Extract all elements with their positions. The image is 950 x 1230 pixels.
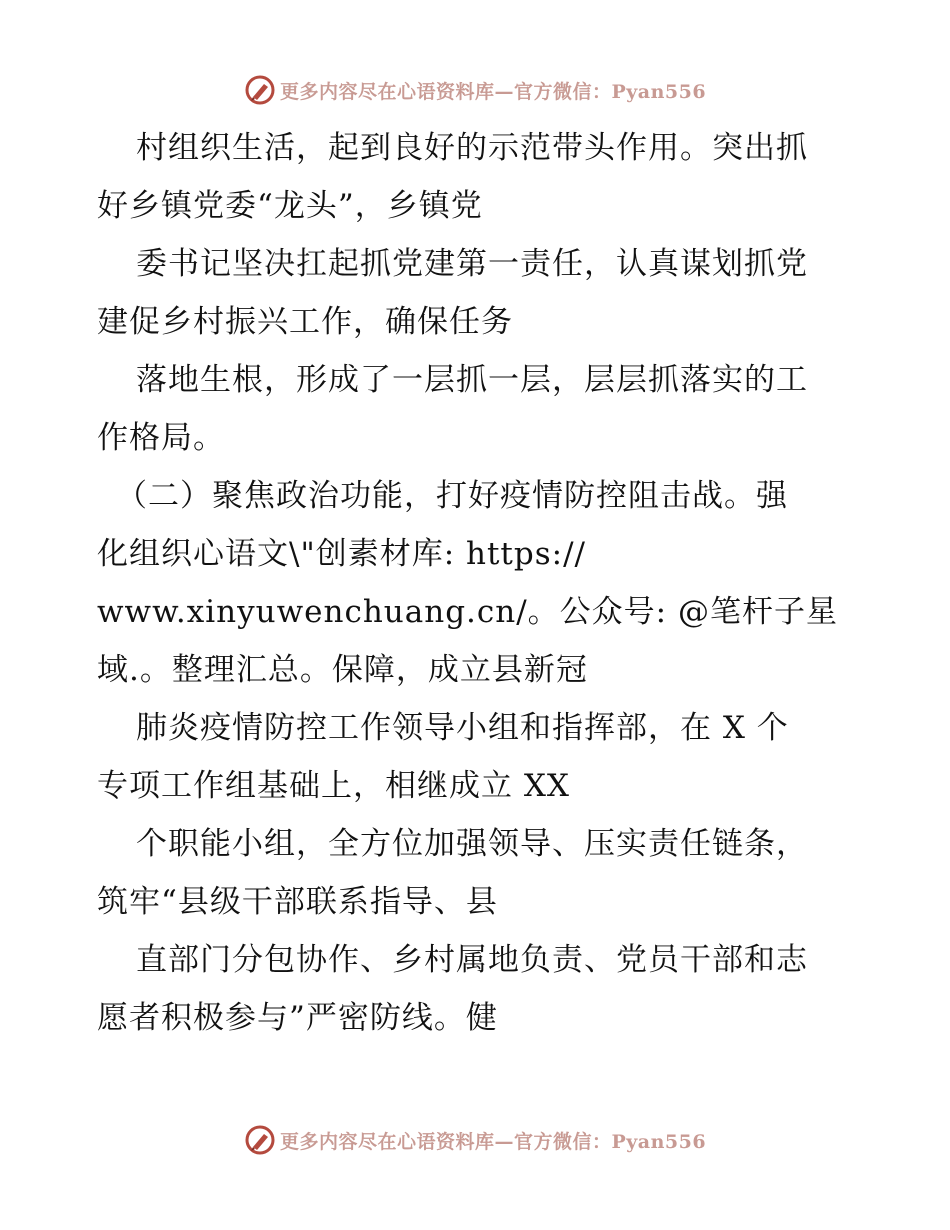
pen-logo-icon (244, 1124, 276, 1156)
text-line: 肺炎疫情防控工作领导小组和指挥部，在 X 个 (136, 710, 789, 746)
text-line: 个职能小组，全方位加强领导、压实责任链条， (136, 826, 808, 862)
text-line: www.xinyuwenchuang.cn/。公众号: @笔杆子星 (97, 594, 838, 630)
text-line: 专项工作组基础上，相继成立 XX (97, 768, 570, 804)
header-banner-text: 更多内容尽在心语资料库—官方微信：Pyan556 (279, 80, 707, 103)
text-line: 愿者积极参与”严密防线。健 (97, 1000, 498, 1036)
footer-banner (0, 1120, 950, 1160)
text-line: 筑牢“县级干部联系指导、县 (97, 884, 498, 920)
text-line: 化组织心语文\"创素材库: https:// (97, 536, 586, 572)
footer-banner-text: 更多内容尽在心语资料库—官方微信：Pyan556 (279, 1130, 707, 1153)
text-line: 村组织生活，起到良好的示范带头作用。突出抓 (136, 130, 808, 166)
text-line: 建促乡村振兴工作，确保任务 (97, 304, 513, 340)
text-line: 落地生根，形成了一层抓一层，层层抓落实的工 (136, 362, 808, 398)
text-line: 作格局。 (97, 420, 225, 456)
text-line: 委书记坚决扛起抓党建第一责任，认真谋划抓党 (136, 246, 808, 282)
text-line: 直部门分包协作、乡村属地负责、党员干部和志 (136, 942, 808, 978)
text-line: （二）聚焦政治功能，打好疫情防控阻击战。强 (116, 478, 788, 514)
text-line: 好乡镇党委“龙头”，乡镇党 (97, 188, 483, 224)
text-line: 域.。整理汇总。保障，成立县新冠 (97, 652, 588, 688)
